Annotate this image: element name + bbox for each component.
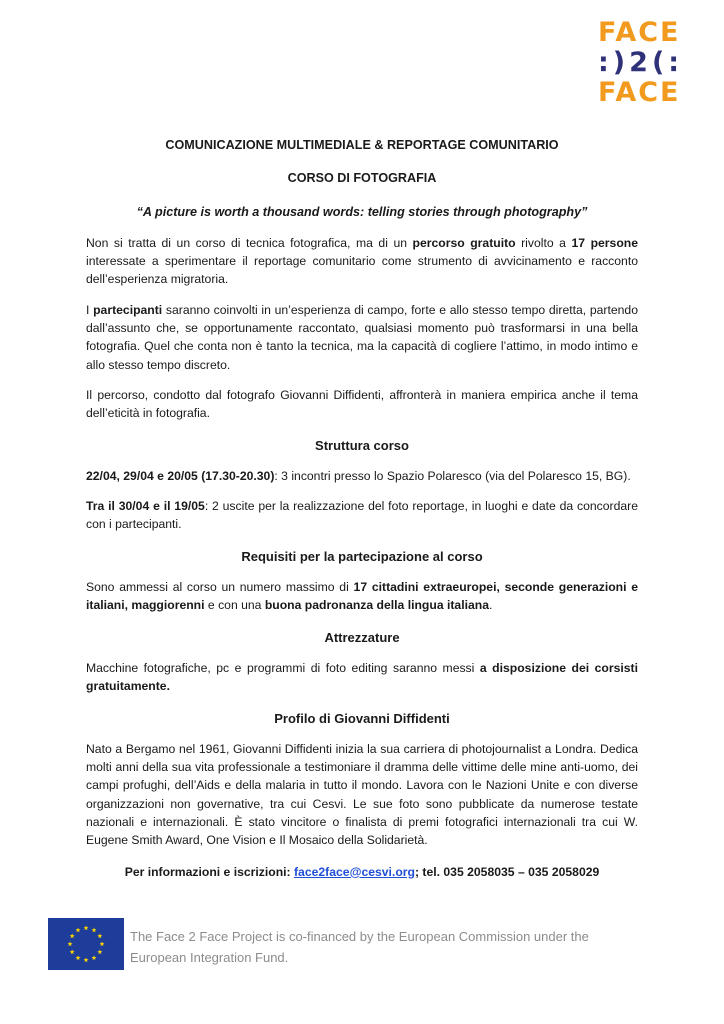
requisiti-bold: buona padronanza della lingua italiana: [264, 598, 489, 613]
requisiti-text: .: [488, 598, 493, 613]
struttura-text: : 3 incontri presso lo Spazio Polaresco (via del Polaresco 15, BG).: [274, 468, 631, 483]
attrezzature-paragraph: [86, 659, 638, 696]
profilo-paragraph: Nato a Bergamo nel 1961, Giovanni Diffidenti inizia la sua carriera di photojournalist a Londra. Dedica molti anni della sua vita professionale a testimoniare il dramma delle vittime delle mine anti-uomo, dei campi profughi, dell’Aids e della malaria in tutto il mondo. Lavora con le Nazioni Unite e con diverse organizzazioni non governative, tra cui Cesvi. Le sue foto sono pubblicate da numerose testate nazionali e internazionali. È stato vincitore o finalista di premi fotografici internazionali tra cui W. Eugene Smith Award, One Vision e Il Mosaico della Solidarietà.: [86, 741, 638, 848]
course-title: CORSO DI FOTOGRAFIA: [287, 171, 437, 186]
contact-phone: ; tel. 035 2058035 – 035 2058029: [414, 864, 600, 879]
struttura-dates: Tra il 30/04 e il 19/05: [86, 499, 205, 514]
attrezzature-heading: Attrezzature: [324, 629, 400, 645]
eu-flag: [48, 918, 124, 970]
requisiti-text: e con una: [204, 598, 265, 613]
course-paragraph: Il percorso, condotto dal fotografo Giovanni Diffidenti, affronterà in maniera empirica anche il tema dell’eticità in fotografia.: [86, 387, 638, 421]
eu-star-icon: [76, 955, 81, 960]
eu-star-icon: [68, 941, 73, 946]
eu-star-icon: [92, 928, 97, 933]
attrezzature-bold: a disposizione dei corsisti gratuitamente.: [86, 660, 638, 694]
struttura-dates: 22/04, 29/04 e 20/05 (17.30-20.30): [86, 468, 275, 483]
eu-star-icon: [92, 955, 97, 960]
struttura-line-1: [86, 467, 638, 485]
eu-star-icon: [97, 949, 102, 954]
document-body: [86, 136, 638, 881]
logo-line-2: [598, 48, 694, 78]
intro-text: Non si tratta di un corso di tecnica fotografica, ma di un: [86, 235, 413, 250]
profilo-heading: Profilo di Giovanni Diffidenti: [274, 710, 450, 726]
attrezzature-text: Macchine fotografiche, pc e programmi di foto editing saranno messi: [86, 660, 480, 675]
logo-smile-left: :): [598, 47, 630, 78]
eu-stars-icon: [48, 918, 124, 970]
participants-paragraph: [86, 301, 638, 374]
struttura-heading: Struttura corso: [315, 437, 409, 453]
intro-paragraph: [86, 234, 638, 289]
eu-star-icon: [76, 928, 81, 933]
contact-label: Per informazioni e iscrizioni:: [124, 864, 294, 879]
main-title: COMUNICAZIONE MULTIMEDIALE & REPORTAGE COMUNITARIO: [165, 138, 559, 152]
eu-star-icon: [97, 933, 102, 938]
footer-funding-note: The Face 2 Face Project is co-financed by the European Commission under the European Integration Fund.: [130, 929, 589, 965]
eu-star-icon: [84, 925, 89, 930]
face2face-logo: [598, 18, 694, 108]
participants-text: I: [86, 302, 94, 317]
email-link[interactable]: face2face@cesvi.org: [294, 864, 415, 879]
struttura-text: : 2 uscite per la realizzazione del foto reportage, in luoghi e date da concordare con i partecipanti.: [86, 499, 638, 532]
requisiti-text: Sono ammessi al corso un numero massimo di: [86, 580, 354, 595]
logo-number: 2: [629, 47, 652, 78]
requisiti-paragraph: [86, 578, 638, 615]
contact-line: [86, 863, 638, 881]
course-quote: “A picture is worth a thousand words: telling stories through photography”: [136, 204, 588, 219]
requisiti-heading: Requisiti per la partecipazione al corso: [241, 548, 483, 564]
intro-bold-free: percorso gratuito: [412, 235, 516, 250]
participants-bold: partecipanti: [93, 302, 163, 317]
struttura-line-2: [86, 497, 638, 534]
requisiti-bold: 17 cittadini extraeuropei, seconde generazioni e italiani, maggiorenni: [86, 580, 639, 613]
participants-text: saranno coinvolti in un’esperienza di campo, forte e allo stesso tempo diretta, partendo dall’assunto che, se opportunamente raccontato, qualsiasi momento può trasformarsi in una bella fotografia. Quel che conta non è tanto la tecnica, ma la capacità di cogliere l’attimo, in modo intimo e allo stesso tempo discreto.: [86, 302, 638, 372]
intro-text: rivolto a: [515, 235, 572, 250]
logo-line-1: FACE: [598, 17, 681, 48]
logo-line-3: FACE: [598, 77, 681, 108]
logo-smile-right: (:: [651, 47, 684, 78]
intro-bold-people: 17 persone: [571, 235, 638, 250]
intro-text: interessate a sperimentare il reportage comunitario come strumento di avvicinamento e racconto dell’esperienza migratoria.: [86, 254, 638, 287]
eu-star-icon: [84, 957, 89, 962]
eu-star-icon: [70, 949, 75, 954]
eu-star-icon: [100, 941, 105, 946]
eu-star-icon: [70, 933, 75, 938]
